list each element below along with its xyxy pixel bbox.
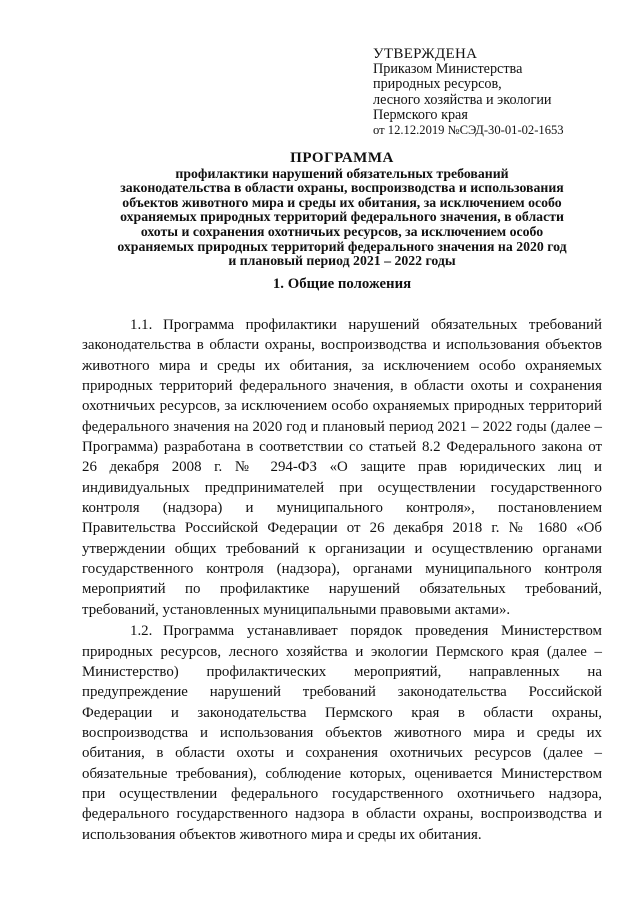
program-title-line: охраняемых природных территорий федерального значения, в области [120,209,564,225]
approval-stamp [373,47,633,138]
program-title-line: охоты и сохранения охотничьих ресурсов, за исключением особо [140,223,544,239]
approval-line: Приказом Министерства [373,61,523,78]
approval-line: Пермского края [373,106,468,123]
approval-order-ref: от 12.12.2019 №СЭД-30-01-02-1653 [373,123,564,138]
program-title-line: и плановый период 2021 – 2022 годы [228,253,456,269]
program-title-line: профилактики нарушений обязательных требований [175,165,509,181]
approval-heading: УТВЕРЖДЕНА [373,46,478,62]
approval-line: лесного хозяйства и экологии [373,91,552,108]
paragraph-number: 1.2. [130,623,153,640]
program-title-line: объектов животного мира и среды их обитания, за исключением особо [122,194,562,210]
program-title-main: ПРОГРАММА [290,150,394,166]
program-title-line: законодательства в области охраны, воспроизводства и использования [120,180,564,196]
paragraph-text: Программа устанавливает порядок проведения Министерством природных ресурсов, лесного хозяйства и экологии Пермского края (далее – Министерство) профилактических мероприятий, направленных на предупреждение нарушений требований законодательства Российской Федерации и законодательства Пермского края в области охраны, воспроизводства и использования объектов животного мира и среды их обитания, в области охоты и сохранения охотничьих ресурсов (далее – обязательные требования), соблюдение которых, оценивается Министерством при осуществлении федерального государственного охотничьего надзора, федерального государственного надзора в области охраны, воспроизводства и использования объектов животного мира и среды их обитания. [82,623,602,843]
approval-line: природных ресурсов, [373,76,502,93]
paragraph-number: 1.1. [130,317,153,333]
document-body [82,315,602,845]
paragraph-text: Программа профилактики нарушений обязательных требований законодательства в области охраны, воспроизводства и использования объектов животного мира и среды их обитания, за исключением особо охраняемых природных территорий федерального значения, в области охоты и сохранения охотничьих ресурсов, за исключением особо охраняемых природных территорий федерального значения на 2020 год и плановый период 2021 – 2022 годы (далее – Программа) разработана в соответствии со статьей 8.2 Федерального закона от 26 декабря 2008 г. № 294-ФЗ «О защите прав юридических лиц и индивидуальных предпринимателей при осуществлении государственного контроля (надзора) и муниципального контроля», постановлением Правительства Российской Федерации от 26 декабря 2018 г. № 1680 «Об утверждении общих требований к организации и осуществлению органами государственного контроля (надзора), органами муниципального контроля мероприятий по профилактике нарушений обязательных требований, требований, установленных муниципальными правовыми актами». [82,317,602,618]
paragraph [82,621,602,845]
program-title [82,151,602,269]
section-heading: 1. Общие положения [272,276,412,292]
paragraph [82,315,602,620]
program-title-line: охраняемых природных территорий федерального значения на 2020 год [117,238,567,254]
